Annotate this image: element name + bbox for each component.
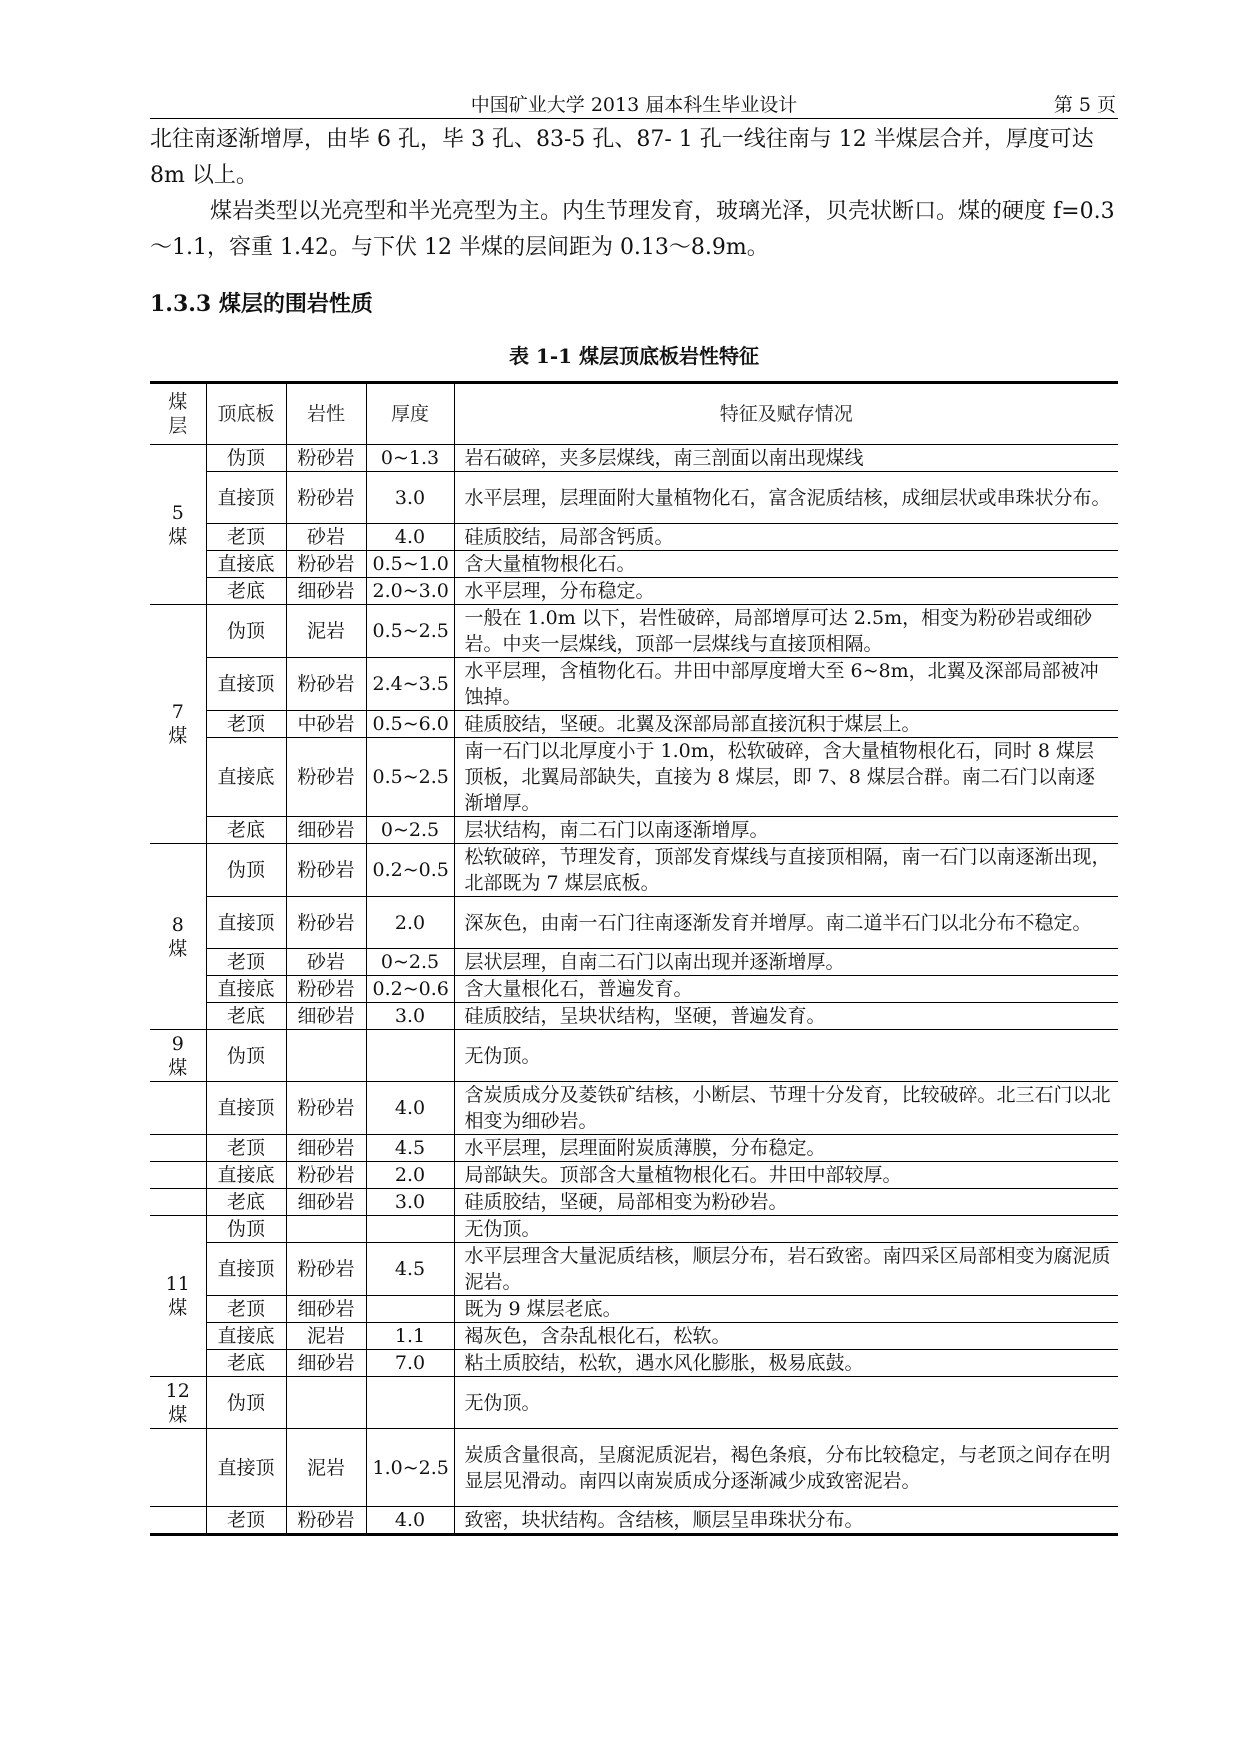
rock-type-cell: 细砂岩 [286, 1135, 366, 1162]
roof-floor-cell: 伪顶 [206, 844, 286, 897]
seam-cell-empty [150, 1189, 206, 1216]
roof-floor-cell: 老顶 [206, 949, 286, 976]
table-row [150, 897, 1118, 949]
thickness-cell: 2.0~3.0 [366, 578, 454, 605]
description-cell: 松软破碎，节理发育，顶部发育煤线与直接顶相隔，南一石门以南逐渐出现，北部既为 7 煤层底板。 [454, 844, 1118, 897]
table-row [150, 1243, 1118, 1296]
page-number: 第 5 页 [1053, 94, 1116, 116]
table-row [150, 844, 1118, 897]
header-seam: 煤层 [150, 383, 206, 445]
description-cell: 水平层理，层理面附大量植物化石，富含泥质结核，成细层状或串珠状分布。 [454, 472, 1118, 524]
description-cell: 硅质胶结，坚硬。北翼及深部局部直接沉积于煤层上。 [454, 711, 1118, 738]
thickness-cell: 4.5 [366, 1243, 454, 1296]
description-cell: 褐灰色，含杂乱根化石，松软。 [454, 1323, 1118, 1350]
seam-cell-empty [150, 1507, 206, 1535]
rock-type-cell: 粉砂岩 [286, 738, 366, 817]
rock-type-cell: 粉砂岩 [286, 658, 366, 711]
roof-floor-cell: 直接顶 [206, 658, 286, 711]
section-heading: 1.3.3 煤层的围岩性质 [150, 291, 373, 317]
table-row [150, 551, 1118, 578]
description-cell: 无伪顶。 [454, 1216, 1118, 1243]
description-cell: 无伪顶。 [454, 1377, 1118, 1429]
roof-floor-cell: 老顶 [206, 711, 286, 738]
seam-cell: 8煤 [150, 844, 206, 1030]
roof-floor-cell: 直接底 [206, 738, 286, 817]
thickness-cell: 0.5~2.5 [366, 738, 454, 817]
description-cell: 层状层理，自南二石门以南出现并逐渐增厚。 [454, 949, 1118, 976]
roof-floor-cell: 老底 [206, 578, 286, 605]
description-cell: 含大量植物根化石。 [454, 551, 1118, 578]
thickness-cell: 3.0 [366, 472, 454, 524]
paragraph: 煤岩类型以光亮型和半光亮型为主。内生节理发育，玻璃光泽，贝壳状断口。煤的硬度 f=0.3～1.1，容重 1.42。与下伏 12 半煤的层间距为 0.13～8.9m。 [150, 199, 1115, 260]
header-part: 顶底板 [206, 383, 286, 445]
rock-type-cell: 粉砂岩 [286, 1507, 366, 1535]
roof-floor-cell: 老顶 [206, 1507, 286, 1535]
thickness-cell: 0~2.5 [366, 949, 454, 976]
seam-cell: 12煤 [150, 1377, 206, 1429]
rock-type-cell: 细砂岩 [286, 1296, 366, 1323]
thickness-cell: 0.5~2.5 [366, 605, 454, 658]
table-row [150, 1350, 1118, 1377]
table-row [150, 578, 1118, 605]
table-title: 表 1-1 煤层顶底板岩性特征 [508, 344, 760, 368]
thickness-cell [366, 1030, 454, 1082]
seam-cell-empty [150, 1082, 206, 1135]
roof-floor-cell: 直接顶 [206, 472, 286, 524]
description-cell: 一般在 1.0m 以下，岩性破碎，局部增厚可达 2.5m，相变为粉砂岩或细砂岩。中夹一层煤线，顶部一层煤线与直接顶相隔。 [454, 605, 1118, 658]
rock-type-cell [286, 1216, 366, 1243]
description-cell: 深灰色，由南一石门往南逐渐发育并增厚。南二道半石门以北分布不稳定。 [454, 897, 1118, 949]
roof-floor-cell: 直接底 [206, 551, 286, 578]
table-row [150, 1030, 1118, 1082]
table-row [150, 1189, 1118, 1216]
roof-floor-cell: 直接底 [206, 1162, 286, 1189]
roof-floor-cell: 伪顶 [206, 1030, 286, 1082]
rock-type-cell: 粉砂岩 [286, 844, 366, 897]
header-description: 特征及赋存情况 [454, 383, 1118, 445]
description-cell: 水平层理，含植物化石。井田中部厚度增大至 6~8m，北翼及深部局部被冲蚀掉。 [454, 658, 1118, 711]
thickness-cell: 3.0 [366, 1003, 454, 1030]
thickness-cell [366, 1216, 454, 1243]
rock-type-cell: 粉砂岩 [286, 472, 366, 524]
roof-floor-cell: 老底 [206, 1189, 286, 1216]
rock-type-cell: 砂岩 [286, 949, 366, 976]
table-row [150, 738, 1118, 817]
roof-floor-cell: 老底 [206, 817, 286, 844]
rock-type-cell: 细砂岩 [286, 1003, 366, 1030]
rock-properties-table [150, 381, 1118, 1536]
rock-type-cell: 粉砂岩 [286, 551, 366, 578]
table-row [150, 1507, 1118, 1535]
header-thickness: 厚度 [366, 383, 454, 445]
description-cell: 水平层理，层理面附炭质薄膜，分布稳定。 [454, 1135, 1118, 1162]
table-row [150, 658, 1118, 711]
seam-cell-empty [150, 1162, 206, 1189]
rock-type-cell: 粉砂岩 [286, 1243, 366, 1296]
roof-floor-cell: 老顶 [206, 1135, 286, 1162]
header-rock: 岩性 [286, 383, 366, 445]
description-cell: 硅质胶结，局部含钙质。 [454, 524, 1118, 551]
roof-floor-cell: 直接底 [206, 1323, 286, 1350]
rock-type-cell: 泥岩 [286, 605, 366, 658]
roof-floor-cell: 直接顶 [206, 1082, 286, 1135]
rock-type-cell: 粉砂岩 [286, 1162, 366, 1189]
paragraph: 北往南逐渐增厚，由毕 6 孔，毕 3 孔、83-5 孔、87- 1 孔一线往南与 12 半煤层合并，厚度可达 8m 以上。 [150, 127, 1094, 188]
table-row [150, 1296, 1118, 1323]
table-row [150, 1377, 1118, 1429]
thickness-cell: 0.5~1.0 [366, 551, 454, 578]
table-row [150, 711, 1118, 738]
thickness-cell: 7.0 [366, 1350, 454, 1377]
description-cell: 硅质胶结，呈块状结构，坚硬，普遍发育。 [454, 1003, 1118, 1030]
roof-floor-cell: 直接顶 [206, 1429, 286, 1507]
table-row [150, 1323, 1118, 1350]
rock-type-cell: 细砂岩 [286, 817, 366, 844]
thickness-cell: 2.0 [366, 1162, 454, 1189]
rock-type-cell: 粉砂岩 [286, 976, 366, 1003]
thickness-cell: 0.2~0.6 [366, 976, 454, 1003]
roof-floor-cell: 伪顶 [206, 445, 286, 472]
thickness-cell: 0.5~6.0 [366, 711, 454, 738]
rock-type-cell: 中砂岩 [286, 711, 366, 738]
thickness-cell: 2.0 [366, 897, 454, 949]
thickness-cell: 1.1 [366, 1323, 454, 1350]
rock-type-cell [286, 1030, 366, 1082]
table-row [150, 472, 1118, 524]
thickness-cell: 4.0 [366, 1082, 454, 1135]
roof-floor-cell: 伪顶 [206, 1216, 286, 1243]
thickness-cell: 3.0 [366, 1189, 454, 1216]
rock-type-cell: 细砂岩 [286, 1350, 366, 1377]
seam-cell-empty [150, 1135, 206, 1162]
table-row [150, 1082, 1118, 1135]
table-row [150, 949, 1118, 976]
rock-type-cell: 粉砂岩 [286, 1082, 366, 1135]
roof-floor-cell: 伪顶 [206, 1377, 286, 1429]
thickness-cell: 0~2.5 [366, 817, 454, 844]
thickness-cell: 4.5 [366, 1135, 454, 1162]
rock-type-cell: 粉砂岩 [286, 897, 366, 949]
page-header [150, 88, 1118, 119]
roof-floor-cell: 直接底 [206, 976, 286, 1003]
thickness-cell: 4.0 [366, 524, 454, 551]
table-row [150, 817, 1118, 844]
thickness-cell: 0.2~0.5 [366, 844, 454, 897]
description-cell: 岩石破碎，夹多层煤线，南三剖面以南出现煤线 [454, 445, 1118, 472]
seam-cell: 9煤 [150, 1030, 206, 1082]
table-row [150, 1003, 1118, 1030]
description-cell: 含大量根化石，普遍发育。 [454, 976, 1118, 1003]
roof-floor-cell: 老顶 [206, 1296, 286, 1323]
description-cell: 水平层理，分布稳定。 [454, 578, 1118, 605]
seam-cell-empty [150, 1429, 206, 1507]
description-cell: 炭质含量很高，呈腐泥质泥岩，褐色条痕，分布比较稳定，与老顶之间存在明显层见滑动。南四以南炭质成分逐渐减少成致密泥岩。 [454, 1429, 1118, 1507]
roof-floor-cell: 老底 [206, 1003, 286, 1030]
roof-floor-cell: 直接顶 [206, 897, 286, 949]
table-row [150, 976, 1118, 1003]
description-cell: 含炭质成分及菱铁矿结核，小断层、节理十分发育，比较破碎。北三石门以北相变为细砂岩。 [454, 1082, 1118, 1135]
rock-type-cell: 泥岩 [286, 1323, 366, 1350]
rock-type-cell: 细砂岩 [286, 578, 366, 605]
description-cell: 水平层理含大量泥质结核，顺层分布，岩石致密。南四采区局部相变为腐泥质泥岩。 [454, 1243, 1118, 1296]
table-row [150, 1429, 1118, 1507]
roof-floor-cell: 老底 [206, 1350, 286, 1377]
description-cell: 层状结构，南二石门以南逐渐增厚。 [454, 817, 1118, 844]
description-cell: 致密，块状结构。含结核，顺层呈串珠状分布。 [454, 1507, 1118, 1535]
rock-type-cell [286, 1377, 366, 1429]
seam-cell: 7煤 [150, 605, 206, 844]
rock-type-cell: 砂岩 [286, 524, 366, 551]
rock-type-cell: 细砂岩 [286, 1189, 366, 1216]
roof-floor-cell: 伪顶 [206, 605, 286, 658]
header-title: 中国矿业大学 2013 届本科生毕业设计 [470, 94, 798, 116]
seam-cell: 5煤 [150, 445, 206, 605]
thickness-cell: 4.0 [366, 1507, 454, 1535]
description-cell: 粘土质胶结，松软，遇水风化膨胀，极易底鼓。 [454, 1350, 1118, 1377]
roof-floor-cell: 直接顶 [206, 1243, 286, 1296]
roof-floor-cell: 老顶 [206, 524, 286, 551]
description-cell: 硅质胶结，坚硬，局部相变为粉砂岩。 [454, 1189, 1118, 1216]
table-row [150, 605, 1118, 658]
rock-type-cell: 粉砂岩 [286, 445, 366, 472]
description-cell: 既为 9 煤层老底。 [454, 1296, 1118, 1323]
table-row [150, 1135, 1118, 1162]
seam-cell: 11煤 [150, 1216, 206, 1377]
rock-type-cell: 泥岩 [286, 1429, 366, 1507]
thickness-cell [366, 1296, 454, 1323]
table-header-row [150, 383, 1118, 445]
thickness-cell [366, 1377, 454, 1429]
description-cell: 无伪顶。 [454, 1030, 1118, 1082]
table-row [150, 524, 1118, 551]
thickness-cell: 1.0~2.5 [366, 1429, 454, 1507]
table-row [150, 445, 1118, 472]
thickness-cell: 0~1.3 [366, 445, 454, 472]
thickness-cell: 2.4~3.5 [366, 658, 454, 711]
description-cell: 南一石门以北厚度小于 1.0m，松软破碎，含大量植物根化石，同时 8 煤层顶板，北翼局部缺失，直接为 8 煤层，即 7、8 煤层合群。南二石门以南逐渐增厚。 [454, 738, 1118, 817]
table-row [150, 1162, 1118, 1189]
table-row [150, 1216, 1118, 1243]
description-cell: 局部缺失。顶部含大量植物根化石。井田中部较厚。 [454, 1162, 1118, 1189]
